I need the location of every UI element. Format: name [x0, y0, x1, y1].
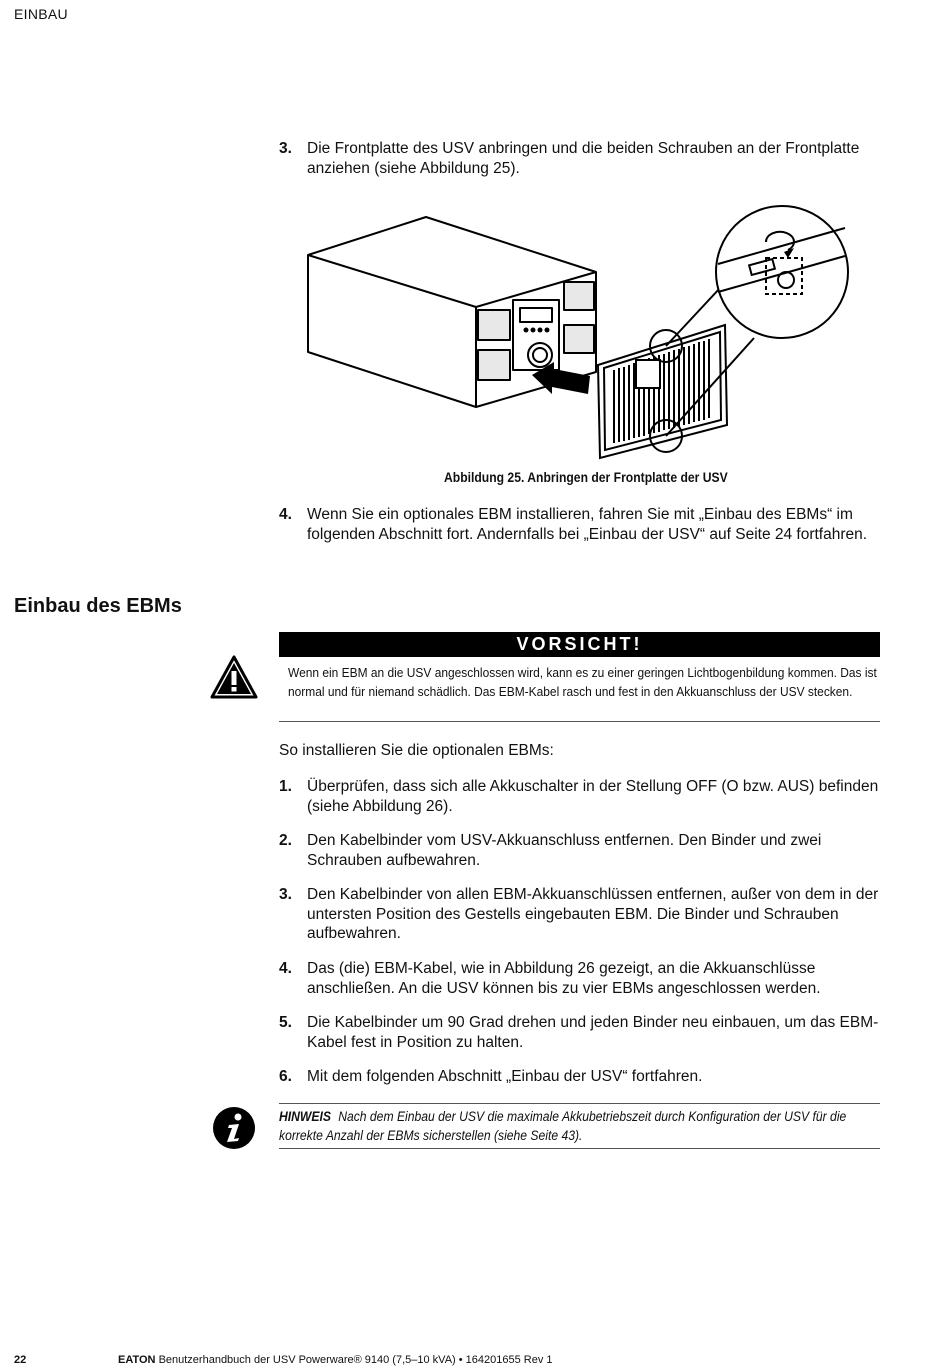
footer-doc: Benutzerhandbuch der USV Powerware® 9140 (7,5–10 kVA) • 164201655 Rev 1	[158, 1354, 553, 1366]
step-text: Die Frontplatte des USV anbringen und die beiden Schrauben an der Frontplatte anziehen (siehe Abbildung 25).	[307, 140, 860, 177]
step-number: 3.	[279, 140, 292, 157]
caution-banner: VORSICHT!	[279, 632, 880, 657]
page-number: 22	[14, 1354, 27, 1366]
info-icon	[212, 1106, 256, 1150]
instructions-intro: So installieren Sie die optionalen EBMs:	[279, 742, 554, 759]
step-number: 5.	[279, 1014, 292, 1031]
section-title: Einbau des EBMs	[14, 595, 182, 617]
figure-caption: Abbildung 25. Anbringen der Frontplatte der USV	[444, 470, 728, 485]
step-text: Wenn Sie ein optionales EBM installieren, fahren Sie mit „Einbau des EBMs“ im folgenden Abschnitt fort. Andernfalls bei „Einbau der USV“ auf Seite 24 fortfahren.	[307, 506, 868, 543]
warning-triangle-icon	[210, 655, 258, 699]
step-number: 3.	[279, 886, 292, 903]
footer-text	[118, 1354, 553, 1366]
step-text: Das (die) EBM-Kabel, wie in Abbildung 26 gezeigt, an die Akkuanschlüsse anschließen. An die USV können bis zu vier EBMs angeschlossen werden.	[307, 960, 821, 997]
caution-divider	[279, 721, 880, 722]
step-number: 2.	[279, 832, 292, 849]
step-text: Den Kabelbinder von allen EBM-Akkuanschlüssen entfernen, außer von dem in der untersten Position des Gestells eingebauten EBM. Die Binder und Schrauben aufbewahren.	[307, 886, 879, 942]
note-bottom-rule	[279, 1148, 880, 1149]
step-number: 4.	[279, 506, 292, 523]
note-top-rule	[279, 1103, 880, 1104]
step-number: 6.	[279, 1068, 292, 1085]
footer-brand: EATON	[118, 1354, 156, 1366]
step-text: Den Kabelbinder vom USV-Akkuanschluss entfernen. Den Binder und zwei Schrauben aufbewahren.	[307, 832, 822, 869]
caution-text: Wenn ein EBM an die USV angeschlossen wird, kann es zu einer geringen Lichtbogenbildung kommen. Das ist normal und für niemand schädlich. Das EBM-Kabel rasch und fest in den Akkuanschluss der USV stecken.	[288, 665, 877, 699]
note-body: Nach dem Einbau der USV die maximale Akkubetriebszeit durch Konfiguration der USV für die korrekte Anzahl der EBMs sicherstellen (siehe Seite 43).	[279, 1109, 847, 1143]
step-number: 1.	[279, 778, 292, 795]
front-panel-illustration	[300, 200, 860, 465]
step-number: 4.	[279, 960, 292, 977]
step-text: Überprüfen, dass sich alle Akkuschalter in der Stellung OFF (O bzw. AUS) befinden (siehe Abbildung 26).	[307, 778, 879, 815]
note-label: HINWEIS	[279, 1109, 331, 1124]
note-text	[279, 1107, 855, 1145]
step-text: Die Kabelbinder um 90 Grad drehen und jeden Binder neu einbauen, um das EBM-Kabel fest in Position zu halten.	[307, 1014, 879, 1051]
running-header: EINBAU	[14, 6, 68, 22]
step-text: Mit dem folgenden Abschnitt „Einbau der USV“ fortfahren.	[307, 1068, 703, 1085]
